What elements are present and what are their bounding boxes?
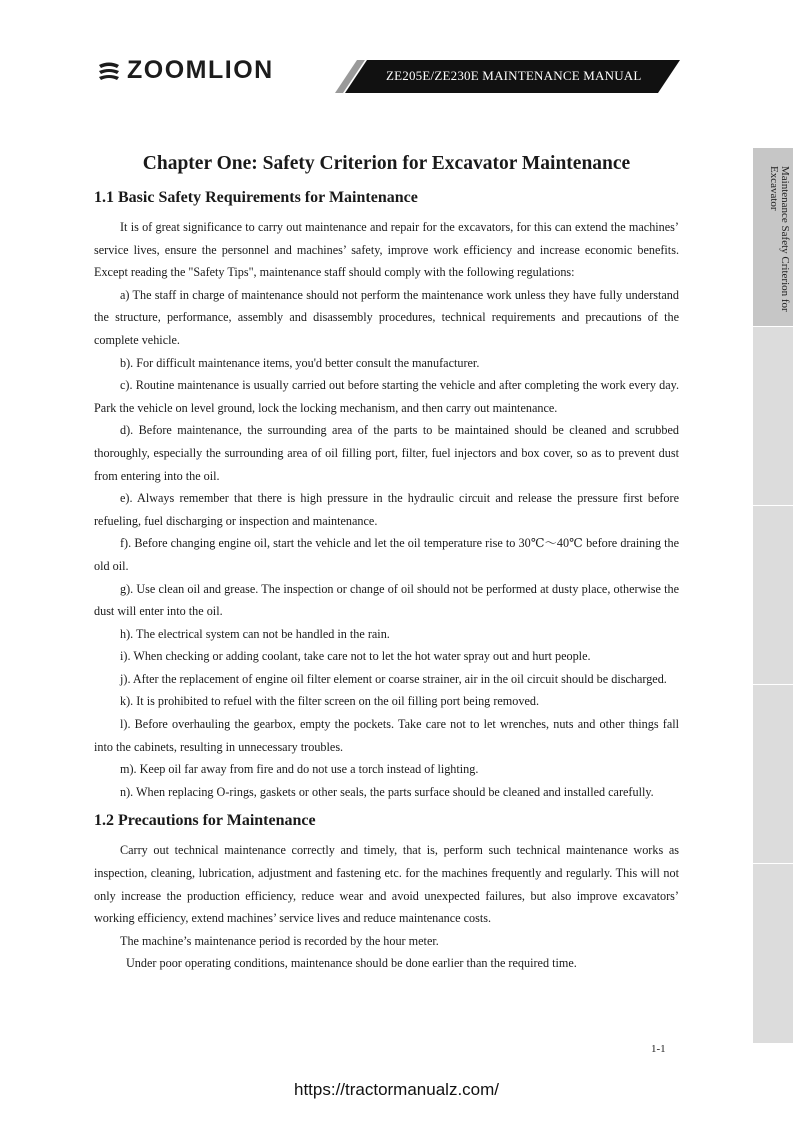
- paragraph: m). Keep oil far away from fire and do not use a torch instead of lighting.: [120, 762, 479, 777]
- side-tab-2[interactable]: [753, 327, 793, 506]
- side-tab-strip: [753, 148, 793, 1043]
- paragraph: f). Before changing engine oil, start the vehicle and let the oil temperature rise to 30℃～40℃ before draining the old oil.: [94, 536, 679, 573]
- paragraph: h). The electrical system can not be handled in the rain.: [120, 626, 390, 641]
- paragraph: b). For difficult maintenance items, you'd better consult the manufacturer.: [120, 355, 480, 370]
- paragraph: Under poor operating conditions, maintenance should be done earlier than the required time.: [126, 956, 577, 971]
- manual-title: ZE205E/ZE230E MAINTENANCE MANUAL: [386, 68, 642, 83]
- paragraph: k). It is prohibited to refuel with the filter screen on the oil filling port being removed.: [120, 694, 540, 709]
- paragraph: n). When replacing O-rings, gaskets or other seals, the parts surface should be cleaned and installed carefully.: [120, 784, 654, 799]
- document-body: [94, 150, 679, 975]
- paragraph: a) The staff in charge of maintenance should not perform the maintenance work unless they have fully understand the structure, performance, assembly and disassembly procedures, technical requirements and precautions of the complete vehicle.: [94, 287, 679, 347]
- side-tab-4[interactable]: [753, 685, 793, 864]
- zoomlion-logo-icon: [97, 61, 121, 81]
- footer-url-link[interactable]: https://tractormanualz.com/: [293, 1080, 500, 1099]
- page-header: [0, 0, 793, 110]
- brand-logo: [97, 56, 274, 85]
- section-title-1-2: 1.2 Precautions for Maintenance: [94, 812, 316, 830]
- section-1-1-body: [94, 216, 679, 803]
- paragraph: l). Before overhauling the gearbox, empty the pockets. Take care not to let wrenches, nuts and other things fall into the cabinets, resulting in unnecessary troubles.: [94, 717, 679, 754]
- paragraph: Carry out technical maintenance correctly and timely, that is, perform such technical maintenance works as inspection, cleaning, lubrication, adjustment and fastening etc. for the machines frequently and regularly. This will not only increase the production efficiency, reduce wear and avoid unexpected failures, but also improve excavators’ working efficiency, extend machines’ service lives and reduce maintenance costs.: [94, 843, 679, 926]
- paragraph: d). Before maintenance, the surrounding area of the parts to be maintained should be cleaned and scrubbed thoroughly, especially the surrounding area of oil filling port, filter, fuel injectors and box cover, so as to prevent dust from entering into the oil.: [94, 423, 679, 483]
- page-number: 1-1: [651, 1043, 666, 1055]
- paragraph: g). Use clean oil and grease. The inspection or change of oil should not be performed at dusty place, otherwise the dust will enter into the oil.: [94, 581, 679, 619]
- brand-name: ZOOMLION: [127, 56, 274, 84]
- paragraph: e). Always remember that there is high pressure in the hydraulic circuit and release the pressure first before refueling, fuel discharging or inspection and maintenance.: [94, 491, 679, 528]
- section-1-2-body: [94, 839, 679, 975]
- chapter-title: Chapter One: Safety Criterion for Excavator Maintenance: [142, 153, 631, 174]
- side-tab-label: Maintenance Safety Criterion for Excavator: [768, 166, 791, 312]
- paragraph: i). When checking or adding coolant, take care not to let the hot water spray out and hurt people.: [120, 649, 591, 664]
- paragraph: The machine’s maintenance period is recorded by the hour meter.: [120, 933, 439, 948]
- paragraph: c). Routine maintenance is usually carried out before starting the vehicle and after completing the work every day. Park the vehicle on level ground, lock the locking mechanism, and then carry out maintenance.: [94, 378, 679, 415]
- paragraph: It is of great significance to carry out maintenance and repair for the excavators, for this can extend the machines’ service lives, ensure the personnel and machines’ safety, improve work efficiency and increase economic benefits. Except reading the "Safety Tips", maintenance staff should comply with the following regulations:: [94, 220, 679, 280]
- side-tab-5[interactable]: [753, 864, 793, 1043]
- side-tab-active[interactable]: [753, 148, 793, 327]
- side-tab-3[interactable]: [753, 506, 793, 685]
- paragraph: j). After the replacement of engine oil filter element or coarse strainer, air in the oil circuit should be discharged.: [120, 671, 667, 686]
- section-title-1-1: 1.1 Basic Safety Requirements for Maintenance: [94, 189, 418, 206]
